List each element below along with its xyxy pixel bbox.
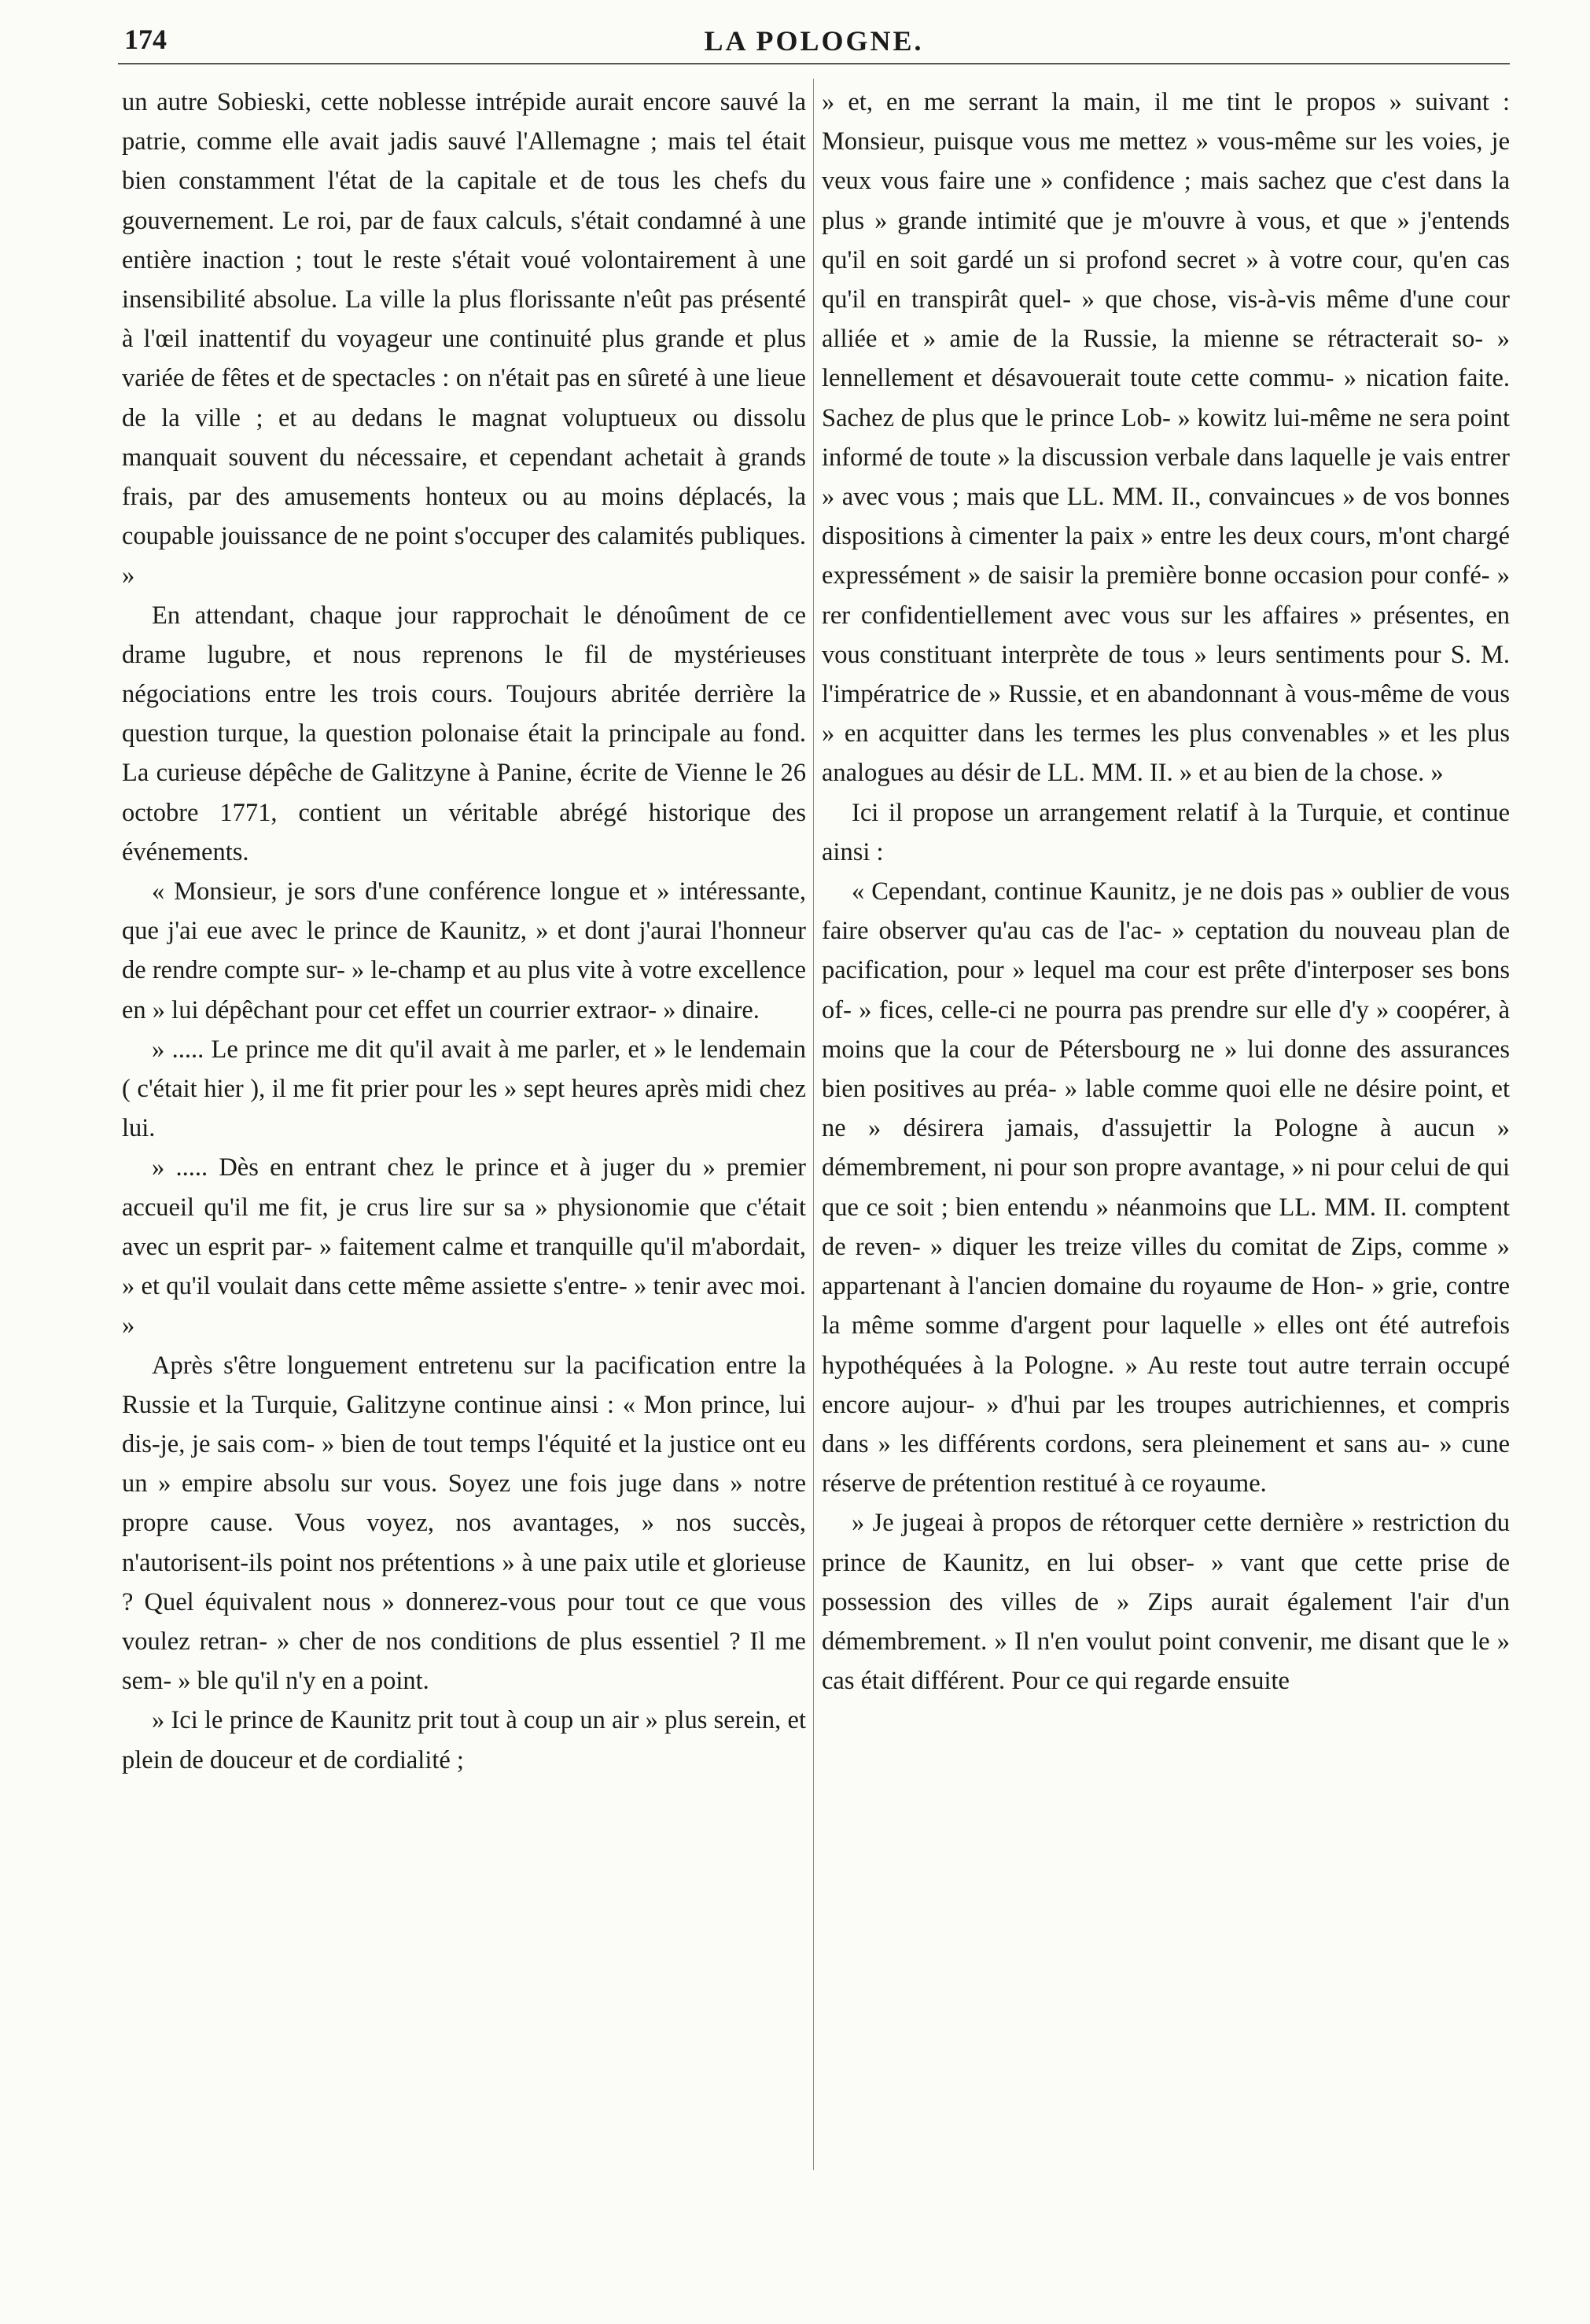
paragraph: » Ici le prince de Kaunitz prit tout à coup un air » plus serein, et plein de douceur et de cordialité ;	[122, 1706, 806, 1774]
page-header	[118, 0, 1510, 57]
paragraph: En attendant, chaque jour rapprochait le dénoûment de ce drame lugubre, et nous reprenons le fil de mystérieuses négociations entre les trois cours. Toujours abritée derrière la question turque, la question polonaise était la principale au fond. La curieuse dépêche de Galitzyne à Panine, écrite de Vienne le 26 octobre 1771, contient un véritable abrégé historique des événements.	[122, 601, 806, 866]
right-column	[822, 83, 1510, 1701]
header-rule	[118, 63, 1510, 64]
page-number: 174	[124, 24, 167, 55]
paragraph: » Je jugeai à propos de rétorquer cette dernière » restriction du prince de Kaunitz, en lui obser- » vant que cette prise de possession des villes de » Zips aurait également l'air d'un démembrement. » Il n'en voulut point convenir, me disant que le » cas était différent. Pour ce qui regarde ensuite	[822, 1509, 1510, 1696]
paragraph: « Cependant, continue Kaunitz, je ne dois pas » oublier de vous faire observer qu'au cas de l'ac- » ceptation du nouveau plan de pacification, pour » lequel ma cour est prête d'interposer ses bons of- » fices, celle-ci ne pourra pas prendre sur elle d'y » coopérer, à moins que la cour de Pétersbourg ne » lui donne des assurances bien positives au préa- » lable comme quoi elle ne désire point, et ne » désirera jamais, d'assujettir la Pologne à aucun » démembrement, ni pour son propre avantage, » ni pour celui de qui que ce soit ; bien entendu » néanmoins que LL. MM. II. comptent de reven- » diquer les treize villes du comitat de Zips, comme » appartenant à l'ancien domaine du royaume de Hon- » grie, contre la même somme d'argent pour laquelle » elles ont été autrefois hypothéquées à la Pologne. » Au reste tout autre terrain occupé encore aujour- » d'hui par les troupes autrichiennes, et compris dans » les différents cordons, sera pleinement et sans au- » cune réserve de prétention restitué à ce royaume.	[822, 877, 1510, 1498]
paragraph: Ici il propose un arrangement relatif à la Turquie, et continue ainsi :	[822, 798, 1510, 866]
paragraph: « Monsieur, je sors d'une conférence longue et » intéressante, que j'ai eue avec le prince de Kaunitz, » et dont j'aurai l'honneur de rendre compte sur- » le-champ et au plus vite à votre excellence en » lui dépêchant pour cet effet un courrier extraor- » dinaire.	[122, 877, 806, 1024]
running-title: LA POLOGNE.	[704, 25, 924, 57]
paragraph: » ..... Dès en entrant chez le prince et à juger du » premier accueil qu'il me fit, je crus lire sur sa » physionomie que c'était avec un esprit par- » faitement calme et tranquille qu'il m'abordait, » et qu'il voulait dans cette même assiette s'entre- » tenir avec moi. »	[122, 1153, 806, 1340]
paragraph: Après s'être longuement entretenu sur la pacification entre la Russie et la Turquie, Galitzyne continue ainsi : « Mon prince, lui dis-je, je sais com- » bien de tout temps l'équité et la justice ont eu un » empire absolu sur vous. Soyez une fois juge dans » notre propre cause. Vous voyez, nos avantages, » nos succès, n'autorisent-ils point nos prétentions » à une paix utile et glorieuse ? Quel équivalent nous » donnerez-vous pour tout ce que vous voulez retran- » cher de nos conditions de plus essentiel ? Il me sem- » ble qu'il n'y en a point.	[122, 1351, 806, 1696]
paragraph: » et, en me serrant la main, il me tint le propos » suivant : Monsieur, puisque vous me mettez » vous-même sur les voies, je veux vous faire une » confidence ; mais sachez que c'est dans la plus » grande intimité que je m'ouvre à vous, et que » j'entends qu'il en soit gardé un si profond secret » à votre cour, qu'en cas qu'il en transpirât quel- » que chose, vis-à-vis même d'une cour alliée et » amie de la Russie, la mienne se rétracterait so- » lennellement et désavouerait toute cette commu- » nication faite. Sachez de plus que le prince Lob- » kowitz lui-même ne sera point informé de toute » la discussion verbale dans laquelle je vais entrer » avec vous ; mais que LL. MM. II., convaincues » de vos bonnes dispositions à cimenter la paix » entre les deux cours, m'ont chargé expressément » de saisir la première bonne occasion pour confé- » rer confidentiellement avec vous sur les affaires » présentes, en vous constituant interprète de tous » leurs sentiments pour S. M. l'impératrice de » Russie, et en abandonnant à vous-même de vous » en acquitter dans les termes les plus convenables » et les plus analogues au désir de LL. MM. II. » et au bien de la chose. »	[822, 88, 1510, 788]
paragraph: un autre Sobieski, cette noblesse intrépide aurait encore sauvé la patrie, comme elle avait jadis sauvé l'Allemagne ; mais tel était bien constamment l'état de la capitale et de tous les chefs du gouvernement. Le roi, par de faux calculs, s'était condamné à une entière inaction ; tout le reste s'était voué volontairement à une insensibilité absolue. La ville la plus florissante n'eût pas présenté à l'œil inattentif du voyageur une continuité plus grande et plus variée de fêtes et de spectacles : on n'était pas en sûreté à une lieue de la ville ; et au dedans le magnat voluptueux ou dissolu manquait souvent du nécessaire, et cependant achetait à grands frais, par des amusements honteux ou au moins déplacés, la coupable jouissance de ne point s'occuper des calamités publiques. »	[122, 88, 806, 590]
column-divider	[813, 79, 814, 2170]
left-column	[122, 83, 806, 1780]
paragraph: » ..... Le prince me dit qu'il avait à me parler, et » le lendemain ( c'était hier ), il me fit prier pour les » sept heures après midi chez lui.	[122, 1035, 806, 1143]
